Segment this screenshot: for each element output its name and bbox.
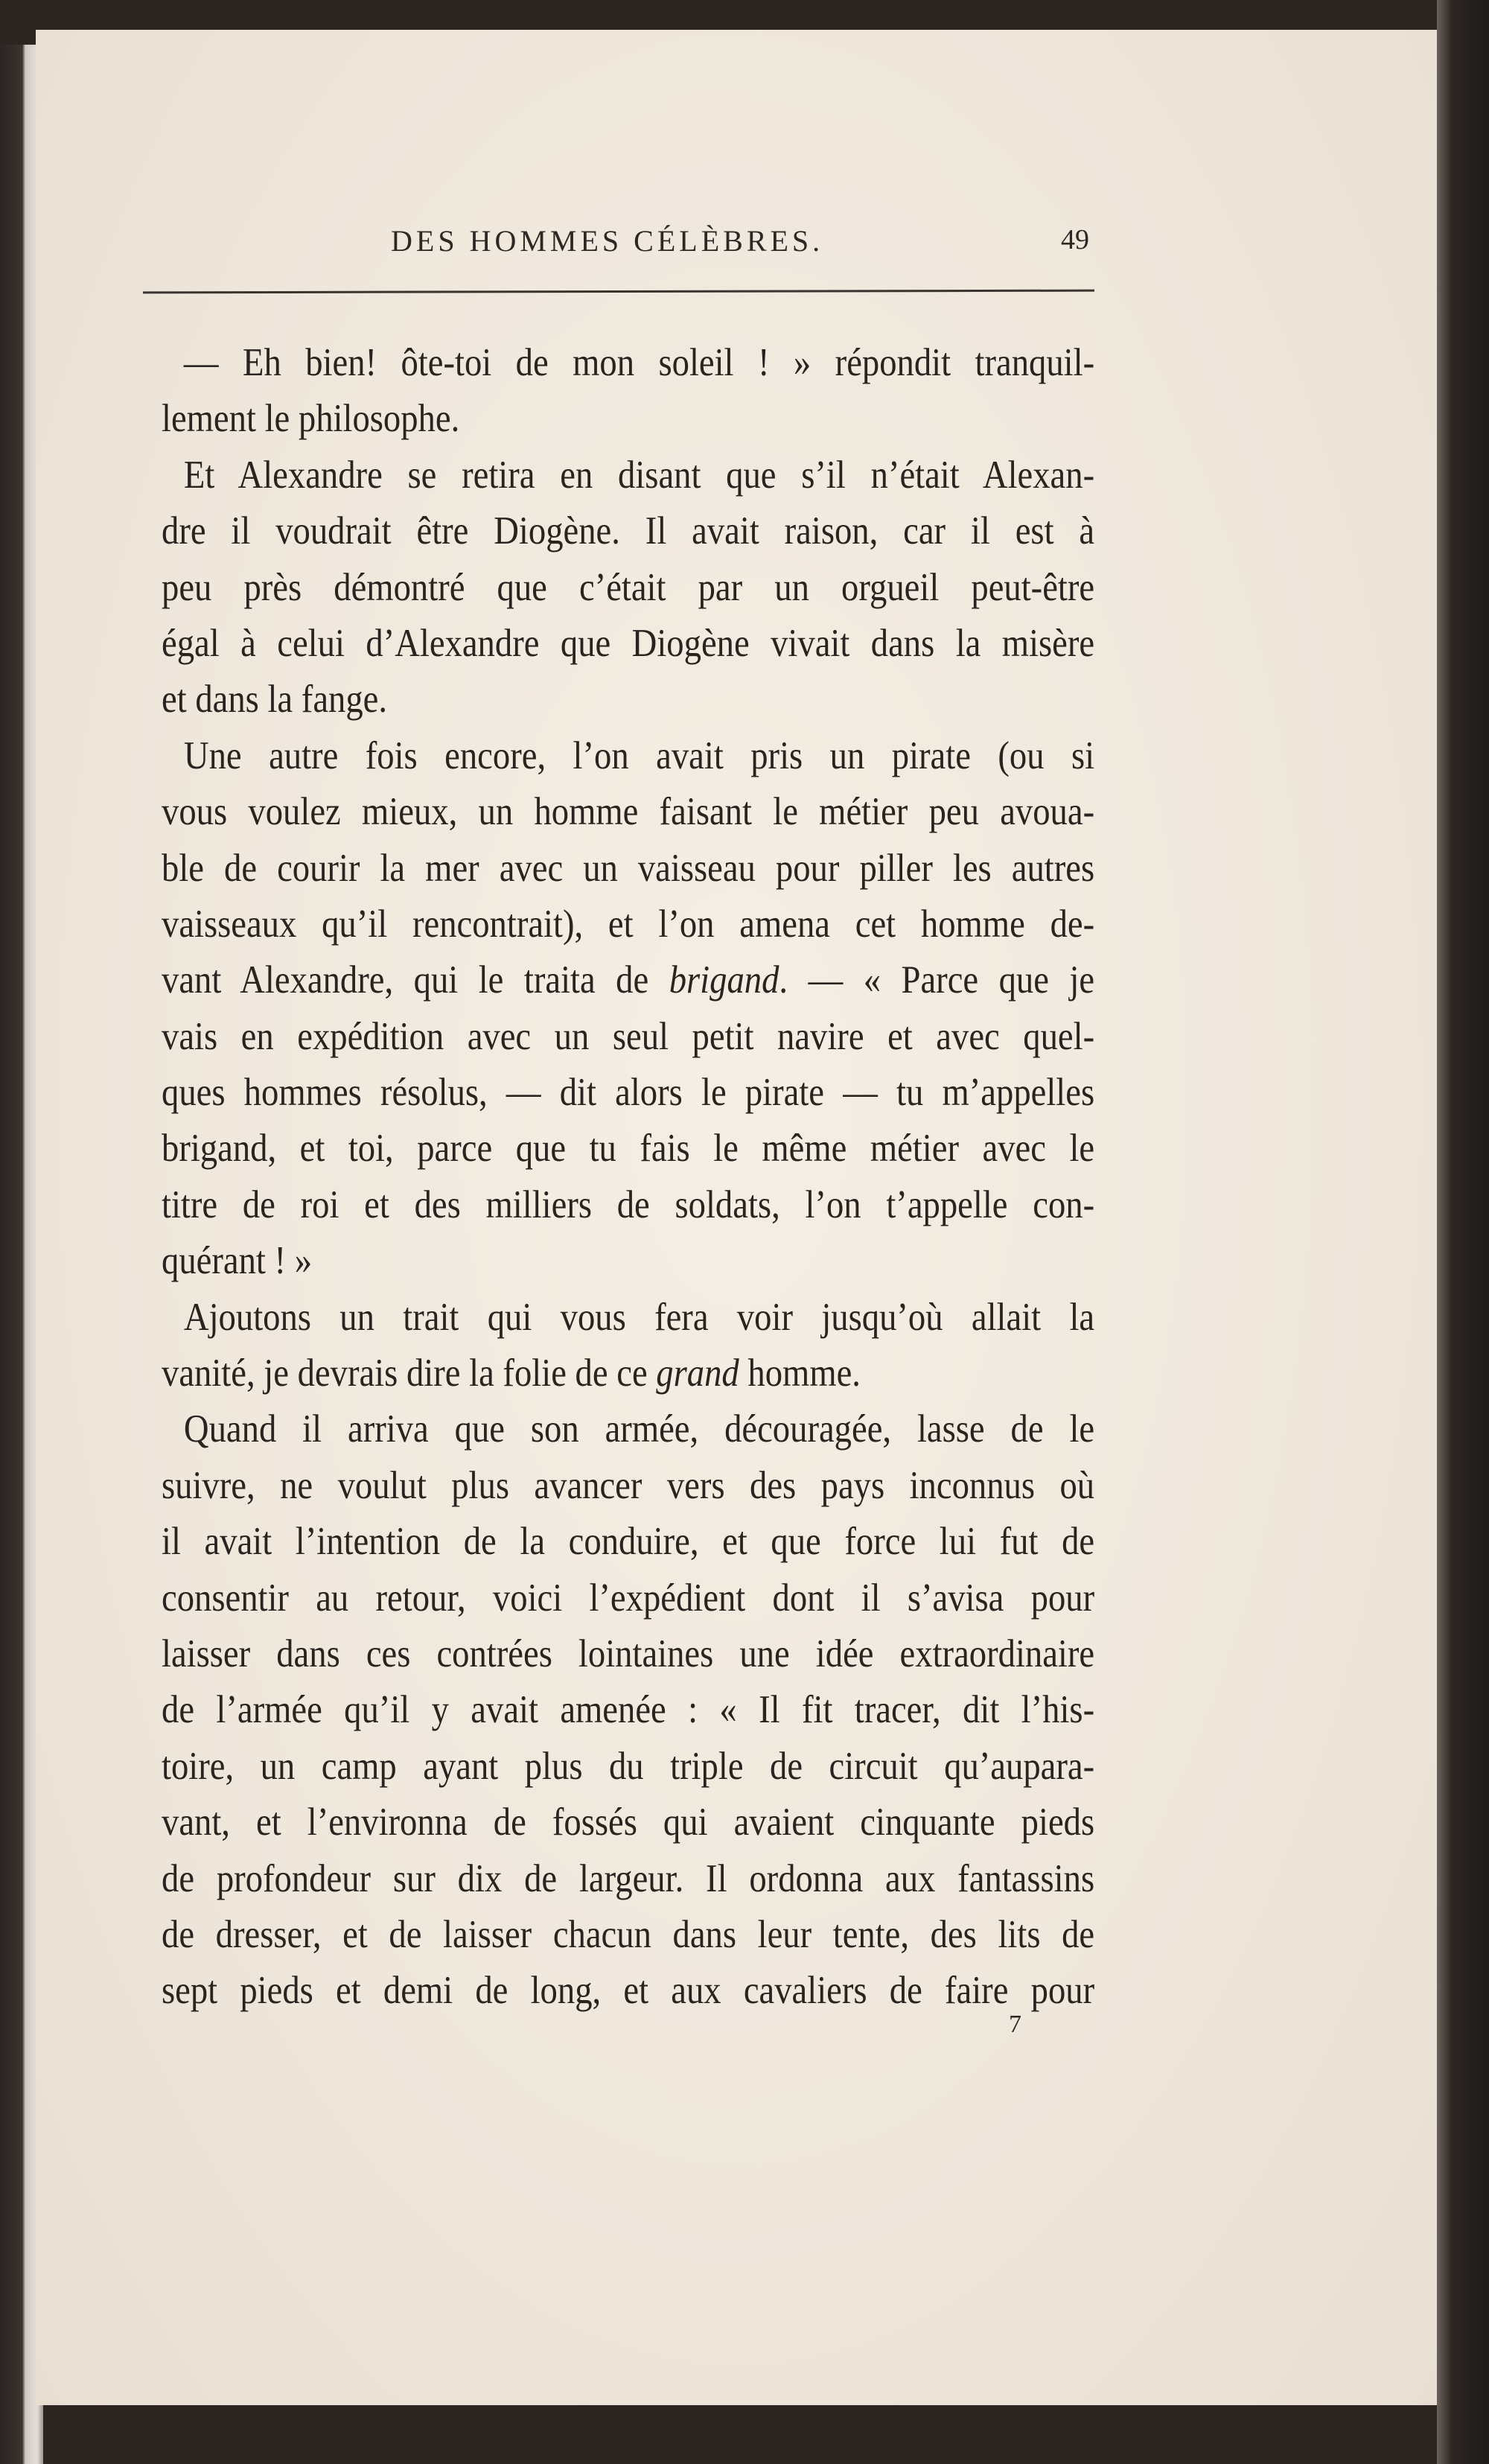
- text-line: Quand il arriva que son armée, découragée, lasse de le: [183, 1407, 1095, 1451]
- text-line: laisser dans ces contrées lointaines une idée extraordinaire: [162, 1631, 1095, 1675]
- text-line: vais en expédition avec un seul petit navire et avec quel-: [162, 1014, 1095, 1058]
- text-line: consentir au retour, voici l’expédient dont il s’avisa pour: [162, 1576, 1095, 1620]
- text-line: ble de courir la mer avec un vaisseau pour piller les autres: [162, 846, 1095, 890]
- text-line: de dresser, et de laisser chacun dans leur tente, des lits de: [162, 1912, 1095, 1956]
- italic-word: brigand: [669, 958, 779, 1002]
- text-line: vanité, je devrais dire la folie de ce grand homme.: [162, 1352, 861, 1395]
- text-line: brigand, et toi, parce que tu fais le même métier avec le: [162, 1127, 1095, 1171]
- page-number: 49: [1061, 224, 1089, 255]
- text-line: égal à celui d’Alexandre que Diogène vivait dans la misère: [162, 621, 1095, 665]
- text-line: vaisseaux qu’il rencontrait), et l’on amena cet homme de-: [162, 902, 1095, 946]
- body-text: [162, 335, 1094, 2019]
- text-line: Une autre fois encore, l’on avait pris un pirate (ou si: [183, 733, 1095, 777]
- text-line: de l’armée qu’il y avait amenée : « Il fit tracer, dit l’his-: [162, 1688, 1095, 1732]
- text-line: ques hommes résolus, — dit alors le pirate — tu m’appelles: [162, 1071, 1095, 1115]
- text-line: Et Alexandre se retira en disant que s’il n’était Alexan-: [183, 453, 1095, 497]
- text-line: Ajoutons un trait qui vous fera voir jusqu’où allait la: [183, 1295, 1095, 1339]
- text-line: suivre, ne voulut plus avancer vers des pays inconnus où: [162, 1463, 1095, 1507]
- text-line: dre il voudrait être Diogène. Il avait raison, car il est à: [162, 509, 1095, 553]
- text-line: toire, un camp ayant plus du triple de circuit qu’aupara-: [162, 1744, 1095, 1788]
- text-line: il avait l’intention de la conduire, et que force lui fut de: [162, 1520, 1095, 1564]
- book-cover-edge: [1437, 0, 1489, 2464]
- text-line: lement le philosophe.: [162, 397, 460, 441]
- text-line: vous voulez mieux, un homme faisant le métier peu avoua-: [162, 790, 1095, 834]
- text-line: quérant ! »: [162, 1239, 313, 1283]
- italic-word: grand: [656, 1352, 739, 1395]
- text-line: — Eh bien! ôte-toi de mon soleil ! » répondit tranquil-: [183, 341, 1095, 384]
- signature-mark: 7: [1009, 2011, 1021, 2038]
- text-line: et dans la fange.: [162, 678, 388, 722]
- text-line: de profondeur sur dix de largeur. Il ordonna aux fantassins: [162, 1856, 1095, 1900]
- text-line: vant Alexandre, qui le traita de brigand. — « Parce que je: [162, 958, 1095, 1002]
- running-head: DES HOMMES CÉLÈBRES.: [391, 224, 824, 258]
- text-line: vant, et l’environna de fossés qui avaient cinquante pieds: [162, 1801, 1095, 1844]
- text-line: sept pieds et demi de long, et aux cavaliers de faire pour: [162, 1969, 1095, 2013]
- text-line: peu près démontré que c’était par un orgueil peut-être: [162, 565, 1095, 609]
- text-line: titre de roi et des milliers de soldats, l’on t’appelle con-: [162, 1182, 1095, 1226]
